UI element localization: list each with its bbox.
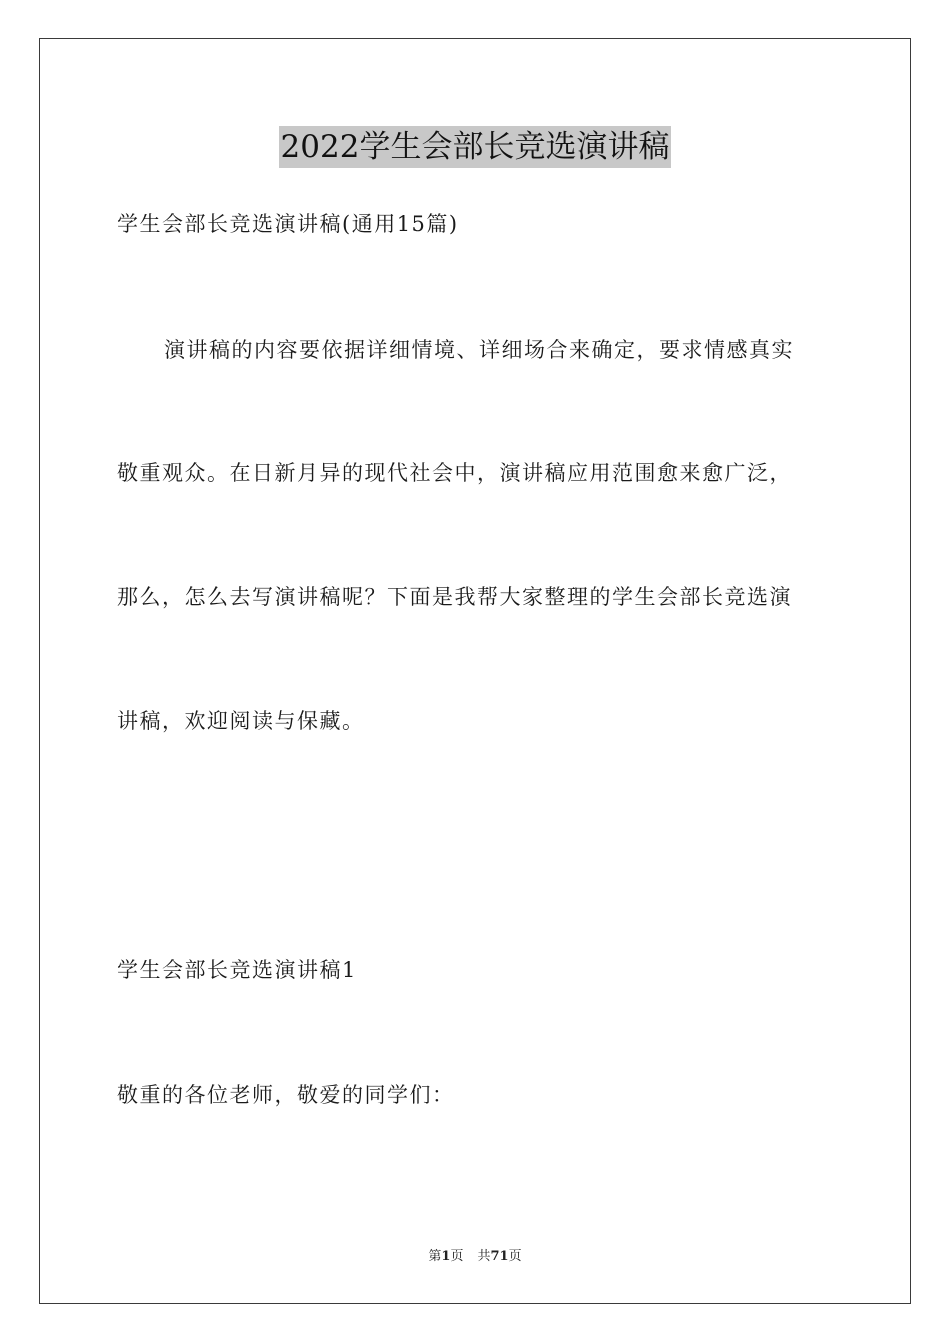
section-heading: 学生会部长竞选演讲稿1 [117,958,357,982]
page-footer [0,1248,950,1266]
document-subtitle: 学生会部长竞选演讲稿(通用15篇) [117,212,459,236]
footer-page-suffix: 页 [450,1249,464,1264]
greeting-line: 敬重的各位老师，敬爱的同学们： [117,1083,455,1107]
footer-total-prefix: 共 [477,1249,491,1264]
footer-page-total: 71 [490,1249,509,1264]
intro-line-4: 讲稿，欢迎阅读与保藏。 [117,709,365,733]
intro-line-1: 演讲稿的内容要依据详细情境、详细场合来确定，要求情感真实 [164,338,794,362]
intro-line-2: 敬重观众。在日新月异的现代社会中，演讲稿应用范围愈来愈广泛， [117,461,792,485]
footer-page-prefix: 第 [428,1249,442,1264]
footer-total-suffix: 页 [508,1249,522,1264]
document-title: 2022学生会部长竞选演讲稿 [279,126,672,168]
intro-line-3: 那么，怎么去写演讲稿呢？下面是我帮大家整理的学生会部长竞选演 [117,585,792,609]
title-container [0,126,950,168]
footer-page-current: 1 [441,1249,451,1264]
